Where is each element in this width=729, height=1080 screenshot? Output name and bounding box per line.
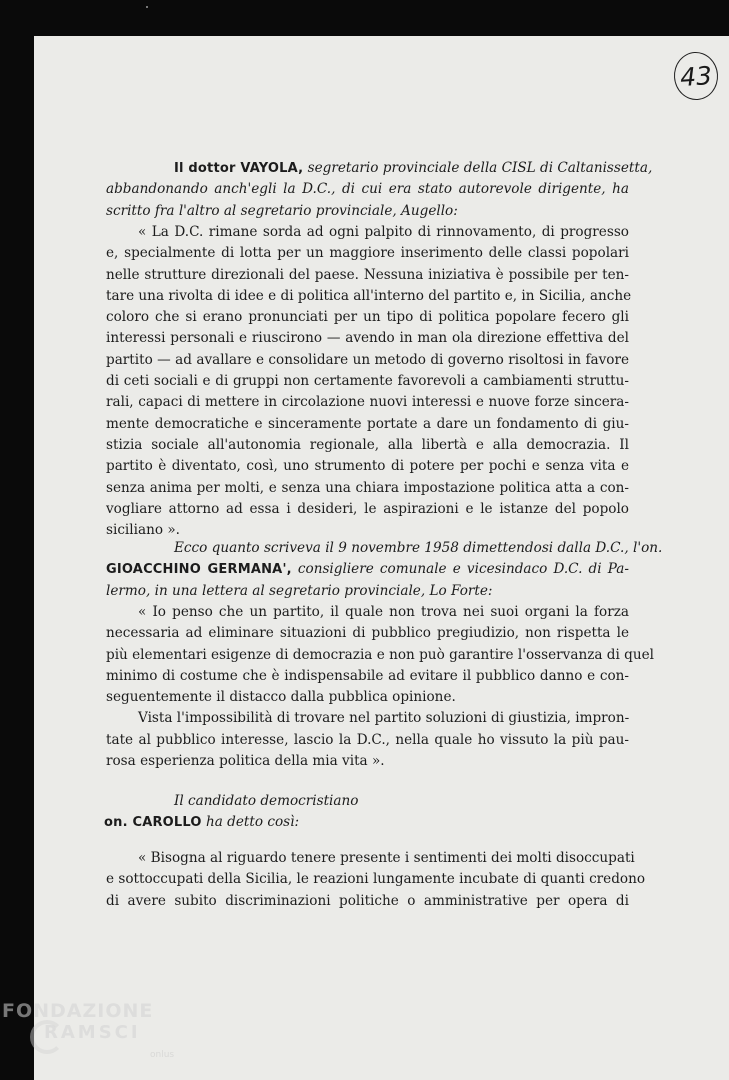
carollo-intro-line-2 <box>104 812 629 833</box>
intro-line <box>106 581 629 602</box>
quote-line: partito è diventato, così, uno strumento di potere per pochi e senza vita e <box>106 458 629 475</box>
intro-line <box>106 538 663 559</box>
quote-line: mente democratiche e sinceramente portate a dare un fondamento di giu- <box>106 415 629 432</box>
speaker-name: Il dottor VAYOLA, <box>174 161 304 176</box>
section-germana-intro <box>106 538 663 602</box>
watermark-line-3: onlus <box>150 1050 175 1060</box>
section-vayola-quote <box>106 222 632 541</box>
page-number: 43 <box>672 51 719 102</box>
carollo-name: on. CAROLLO <box>104 815 202 831</box>
fondazione-gramsci-watermark <box>2 998 192 1078</box>
intro-line <box>106 201 629 222</box>
watermark-line-1: FONDAZIONE <box>2 1000 154 1022</box>
speaker-name: GIOACCHINO GERMANA', <box>106 562 292 578</box>
quote-line: più elementari esigenze di democrazia e non può garantire l'osservanza di quel <box>106 646 655 663</box>
intro-text: segretario provinciale della CISL di Caltanissetta, <box>303 160 653 176</box>
quote-line: coloro che si erano pronunciati per un tipo di politica popolare fecero gli <box>106 309 629 326</box>
carollo-intro-text: ha detto così: <box>201 814 300 831</box>
quote-line: « Io penso che un partito, il quale non trova nei suoi organi la forza <box>138 604 629 620</box>
quote-line: e sottoccupati della Sicilia, le reazioni lungamente incubate di quanti credono <box>106 871 646 888</box>
intro-text: lermo, in una lettera al segretario provinciale, Lo Forte: <box>106 582 493 599</box>
intro-text: abbandonando anch'egli la D.C., di cui era stato autorevole dirigente, ha <box>106 181 629 198</box>
quote-line: rali, capaci di mettere in circolazione nuovi interessi e nuove forze sincera- <box>106 394 629 411</box>
quote-line: « Bisogna al riguardo tenere presente i sentimenti dei molti disoccupati <box>138 850 635 866</box>
section-germana-quote <box>106 602 655 772</box>
intro-line <box>106 559 629 580</box>
quote-line: di avere subito discriminazioni politiche o amministrative per opera di <box>106 892 629 909</box>
quote-line: interessi personali e riuscirono — avendo in man ola direzione effettiva del <box>106 330 629 347</box>
quote-line: siciliano ». <box>106 522 180 539</box>
quote-line: di ceti sociali e di gruppi non certamente favorevoli a cambiamenti struttu- <box>106 373 629 390</box>
quote-line: senza anima per molti, e senza una chiara impostazione politica atta a con- <box>106 479 629 496</box>
intro-line <box>106 158 653 179</box>
section-carollo-quote <box>106 848 646 912</box>
watermark-line-2: RAMSCI <box>44 1022 141 1043</box>
quote-line: stizia sociale all'autonomia regionale, alla libertà e alla democrazia. Il <box>106 436 629 453</box>
quote-line: minimo di costume che è indispensabile ad evitare il pubblico danno e con- <box>106 667 629 684</box>
quote-line: vogliare attorno ad essa i desideri, le aspirazioni e le istanze del popolo <box>106 500 629 517</box>
scan-speck <box>146 6 148 8</box>
quote-line: partito — ad avallare e consolidare un metodo di governo risoltosi in favore <box>106 351 629 368</box>
intro-text: scritto fra l'altro al segretario provinciale, Augello: <box>106 202 458 219</box>
quote-line: tare una rivolta di idee e di politica all'interno del partito e, in Sicilia, anche <box>106 287 632 304</box>
intro-line <box>106 179 629 200</box>
quote-line: nelle strutture direzionali del paese. Nessuna iniziativa è possibile per ten- <box>106 266 629 283</box>
carollo-intro-line-1: Il candidato democristiano <box>174 793 359 809</box>
intro-text: Ecco quanto scriveva il 9 novembre 1958 dimettendosi dalla D.C., l'on. <box>174 540 663 556</box>
quote-line: rosa esperienza politica della mia vita ». <box>106 753 385 770</box>
quote-line: seguentemente il distacco dalla pubblica opinione. <box>106 689 456 706</box>
quote-line: « La D.C. rimane sorda ad ogni palpito di rinnovamento, di progresso <box>138 224 629 240</box>
section-carollo-intro <box>106 791 629 834</box>
quote-line: necessaria ad eliminare situazioni di pubblico pregiudizio, non rispetta le <box>106 625 629 642</box>
section-vayola-intro <box>106 158 653 222</box>
quote-line: tate al pubblico interesse, lascio la D.C., nella quale ho vissuto la più pau- <box>106 731 629 748</box>
quote-line: Vista l'impossibilità di trovare nel partito soluzioni di giustizia, impron- <box>138 710 630 727</box>
intro-text: consigliere comunale e vicesindaco D.C. di Pa- <box>291 561 629 578</box>
quote-line: e, specialmente di lotta per un maggiore inserimento delle classi popolari <box>106 245 629 262</box>
